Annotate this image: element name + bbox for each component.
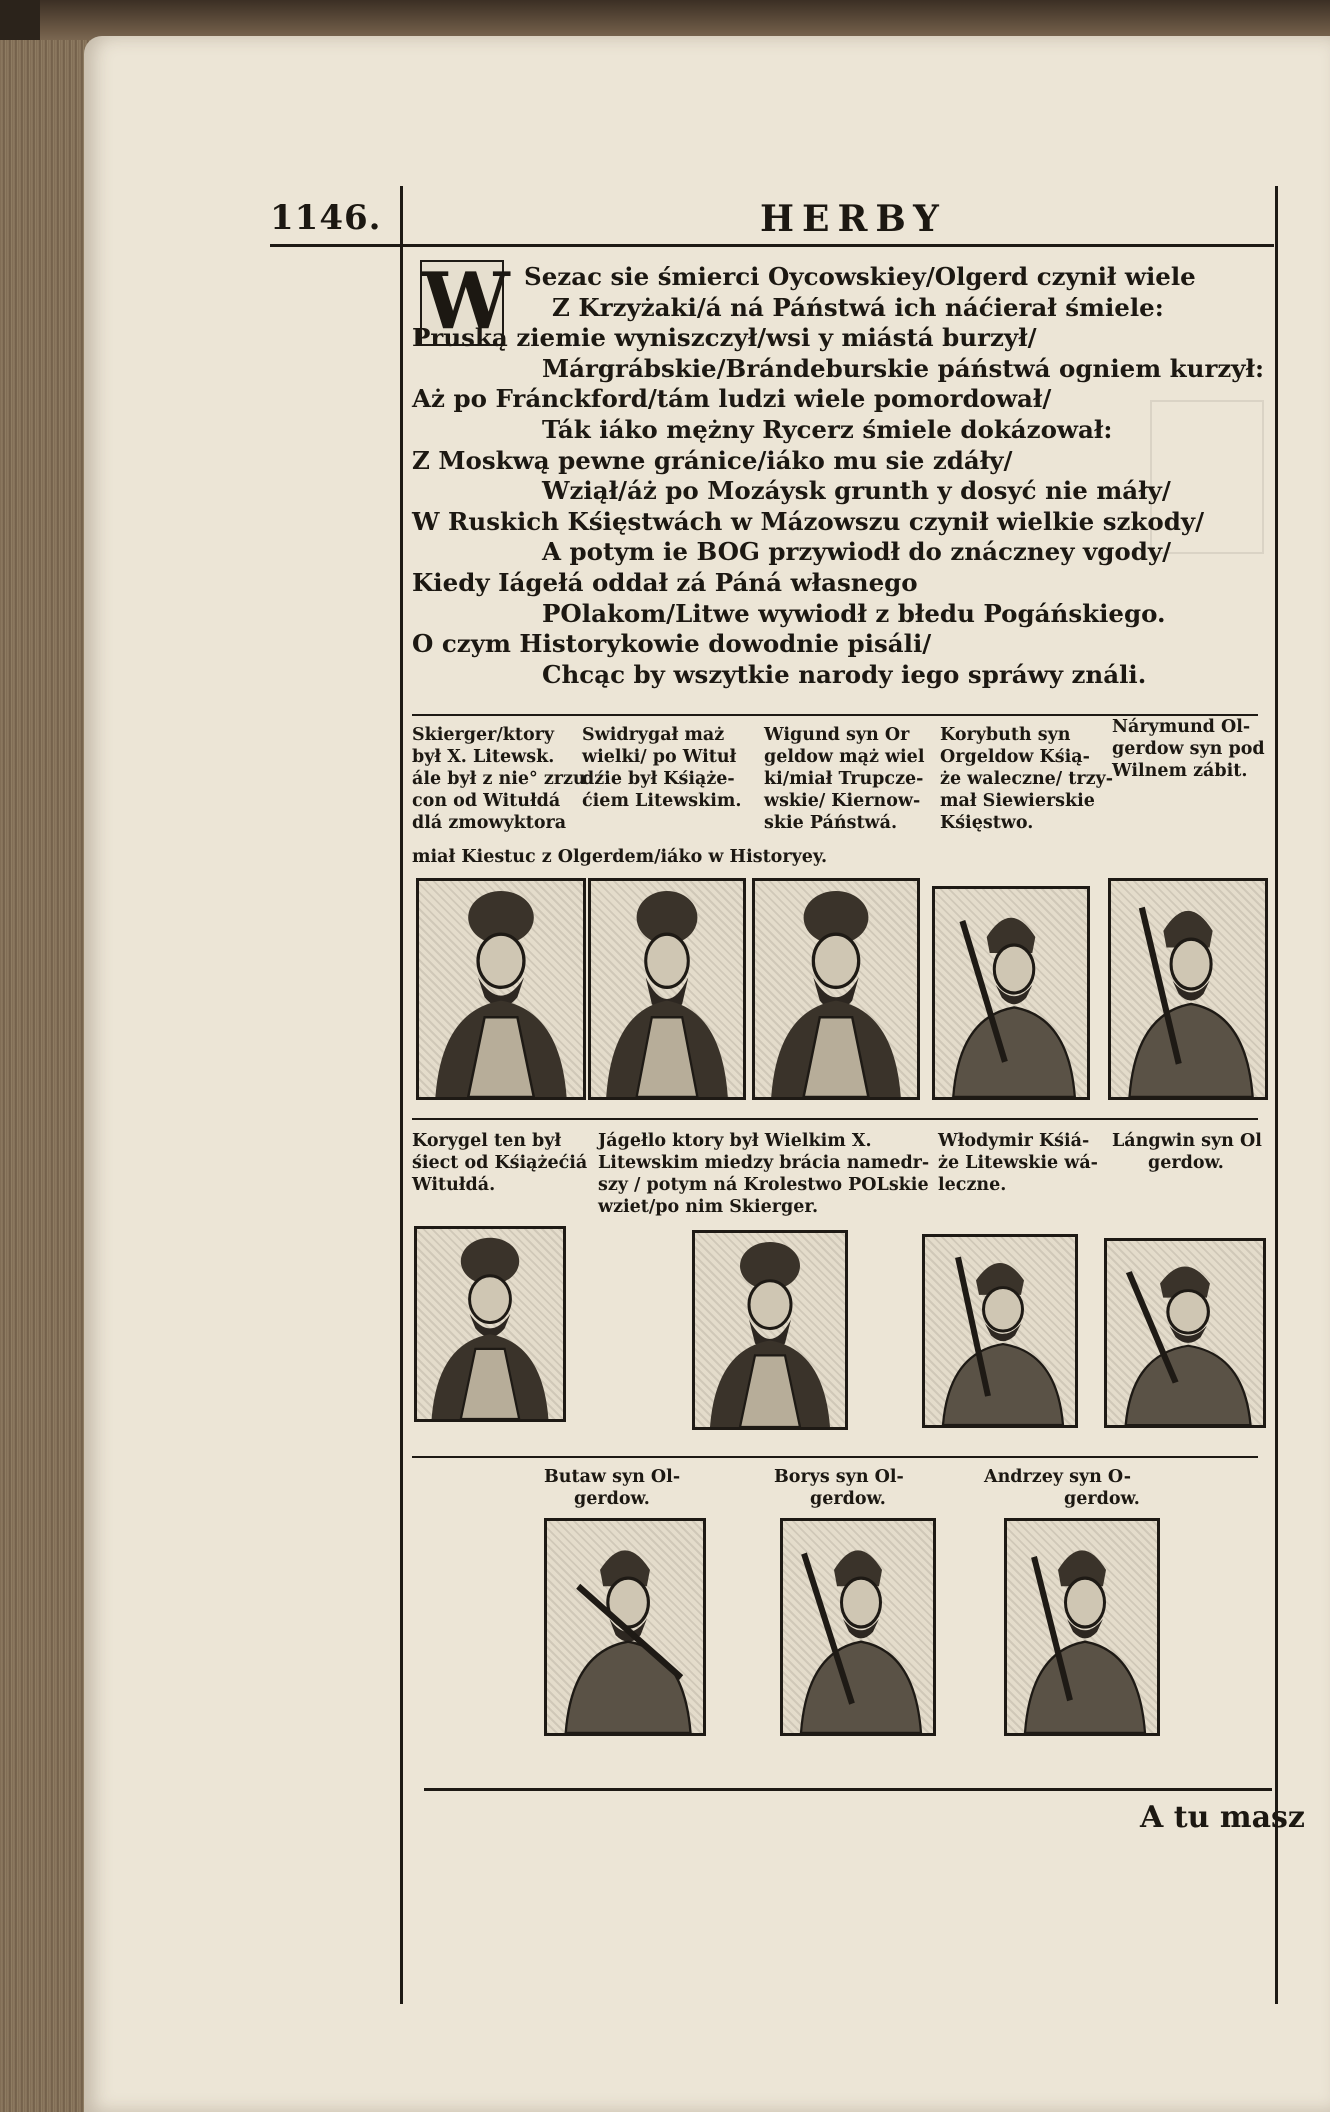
caption-line: Litewskim miedzy brácia namedr-	[598, 1153, 930, 1173]
caption-line: Korybuth syn	[940, 725, 1071, 745]
caption-line: że waleczne/ trzy-	[940, 769, 1113, 789]
section-rule	[412, 1118, 1258, 1120]
armored-knight-icon	[783, 1521, 933, 1733]
poem-line: W Ruskich Kśięstwách w Mázowszu czynił wielkie szkody/	[412, 506, 1205, 536]
drop-capital: W	[422, 256, 510, 347]
caption-line: wskie/ Kiernow-	[764, 791, 921, 811]
caption-line: geldow mąż wiel	[764, 747, 925, 767]
caption-line: con od Witułdá	[412, 791, 561, 811]
portrait-borys	[780, 1518, 936, 1736]
section-rule	[412, 1456, 1258, 1458]
page-number: 1146.	[270, 198, 382, 238]
catchword: A tu masz	[1140, 1800, 1305, 1835]
portrait-wlodymir	[922, 1234, 1078, 1428]
caption-line: Korygel ten był	[412, 1131, 562, 1151]
caption-line: szy / potym ná Krolestwo POLskie	[598, 1175, 929, 1195]
caption-line: leczne.	[938, 1175, 1007, 1195]
caption-line: gerdow.	[1064, 1489, 1140, 1509]
figure-icon	[419, 881, 583, 1097]
portrait-korybuth	[932, 886, 1090, 1100]
poem-block	[412, 256, 1264, 690]
armored-knight-icon	[547, 1521, 703, 1733]
poem-line: POlakom/Litwe wywiodł z błedu Pogáńskiego.	[542, 598, 1166, 628]
caption-line: gerdow.	[1148, 1153, 1224, 1173]
caption-korygel	[412, 1130, 587, 1196]
portrait-jagello	[692, 1230, 848, 1430]
armored-knight-icon	[925, 1237, 1075, 1425]
armored-knight-icon	[1111, 881, 1265, 1097]
poem-line: Márgrábskie/Brándeburskie páństwá ogniem kurzył:	[542, 353, 1264, 383]
armored-knight-icon	[1007, 1521, 1157, 1733]
caption-line: gerdow syn pod	[1112, 739, 1265, 759]
caption-line: Wilnem zábit.	[1112, 761, 1248, 781]
poem-line: Z Moskwą pewne gránice/iáko mu sie zdáły/	[412, 445, 1013, 475]
caption-wlodymir	[938, 1130, 1098, 1196]
caption-line: Butaw syn Ol-	[544, 1467, 681, 1487]
caption-jagello	[598, 1130, 929, 1218]
caption-line: Jágełlo ktory był Wielkim X.	[598, 1131, 872, 1151]
caption-line: Nárymund Ol-	[1112, 717, 1251, 737]
caption-line: Lángwin syn Ol	[1112, 1131, 1262, 1151]
caption-line: Skierger/ktory	[412, 725, 555, 745]
poem-line: Wziął/áż po Mozáysk grunth y dosyć nie máły/	[542, 476, 1171, 506]
caption-line: skie Páństwá.	[764, 813, 898, 833]
poem-line: Sezac sie śmierci Oycowskiey/Olgerd czynił wiele	[524, 262, 1196, 291]
caption-andrzey	[984, 1466, 1140, 1510]
running-title: HERBY	[760, 198, 947, 240]
caption-butaw	[544, 1466, 680, 1510]
portrait-narymund	[1108, 878, 1268, 1100]
caption-line: ki/miał Trupcze-	[764, 769, 924, 789]
poem-line: Chcąc by wszytkie narody iego spráwy ználi.	[542, 659, 1147, 689]
caption-line: Andrzey syn O-	[984, 1467, 1132, 1487]
caption-line: wziet/po nim Skierger.	[598, 1197, 819, 1217]
caption-swidrygal	[582, 724, 742, 812]
portrait-andrzey	[1004, 1518, 1160, 1736]
caption-line: był X. Litewsk.	[412, 747, 555, 767]
portrait-skierger	[416, 878, 586, 1100]
caption-langwin	[1112, 1130, 1262, 1174]
figure-icon	[591, 881, 743, 1097]
portrait-swidrygal	[588, 878, 746, 1100]
caption-line: ále był z nie° zrzu	[412, 769, 586, 789]
caption-korybuth	[940, 724, 1113, 834]
poem-line: Z Krzyżaki/á ná Páństwá ich náćierał śmiele:	[552, 292, 1164, 322]
caption-borys	[774, 1466, 904, 1510]
caption-line: Witułdá.	[412, 1175, 496, 1195]
poem-line: A potym ie BOG przywiodł do znáczney vgody/	[542, 537, 1172, 567]
caption-line: że Litewskie wá-	[938, 1153, 1098, 1173]
caption-line: dźie był Kśiąże-	[582, 769, 735, 789]
caption-line: gerdow.	[574, 1489, 650, 1509]
caption-line: ćiem Litewskim.	[582, 791, 742, 811]
bottom-rule	[424, 1788, 1272, 1791]
caption-line: Wigund syn Or	[764, 725, 910, 745]
portrait-langwin	[1104, 1238, 1266, 1428]
figure-icon	[695, 1233, 845, 1427]
poem-line: Kiedy Iágełá oddał zá Páná własnego	[412, 567, 918, 597]
page-header	[270, 198, 1270, 244]
caption-line: Włodymir Kśiá-	[938, 1131, 1090, 1151]
caption-line: Orgeldow Kśią-	[940, 747, 1090, 767]
caption-line: mał Siewierskie	[940, 791, 1095, 811]
caption-line: Swidrygał maż	[582, 725, 725, 745]
portrait-wigund	[752, 878, 920, 1100]
header-rule	[270, 244, 1274, 247]
caption-line: gerdow.	[810, 1489, 886, 1509]
armored-knight-icon	[935, 889, 1087, 1097]
armored-knight-icon	[1107, 1241, 1263, 1425]
portrait-butaw	[544, 1518, 706, 1736]
portrait-korygel	[414, 1226, 566, 1422]
caption-skierger	[412, 724, 586, 834]
figure-icon	[755, 881, 917, 1097]
caption-narymund	[1112, 716, 1265, 782]
caption-line: Borys syn Ol-	[774, 1467, 904, 1487]
caption-line: Kśięstwo.	[940, 813, 1034, 833]
figure-icon	[417, 1229, 563, 1419]
poem-line: O czym Historykowie dowodnie pisáli/	[412, 629, 932, 659]
caption-wigund	[764, 724, 924, 834]
poem-line: Ták iáko mężny Rycerz śmiele dokázował:	[542, 414, 1113, 444]
caption-line: dlá zmowyktora	[412, 813, 567, 833]
poem-line: Aż po Fránckford/tám ludzi wiele pomordował/	[412, 384, 1052, 414]
caption-line: śiect od Kśiążećiá	[412, 1153, 588, 1173]
caption-line: wielki/ po Wituł	[582, 747, 737, 767]
book-fore-edge	[0, 40, 92, 2112]
poem-line: Pruską ziemie wyniszczył/wsi y miástá burzył/	[412, 323, 1037, 353]
caption-trailing-line: miał Kiestuc z Olgerdem/iáko w Historyey.	[412, 847, 828, 867]
